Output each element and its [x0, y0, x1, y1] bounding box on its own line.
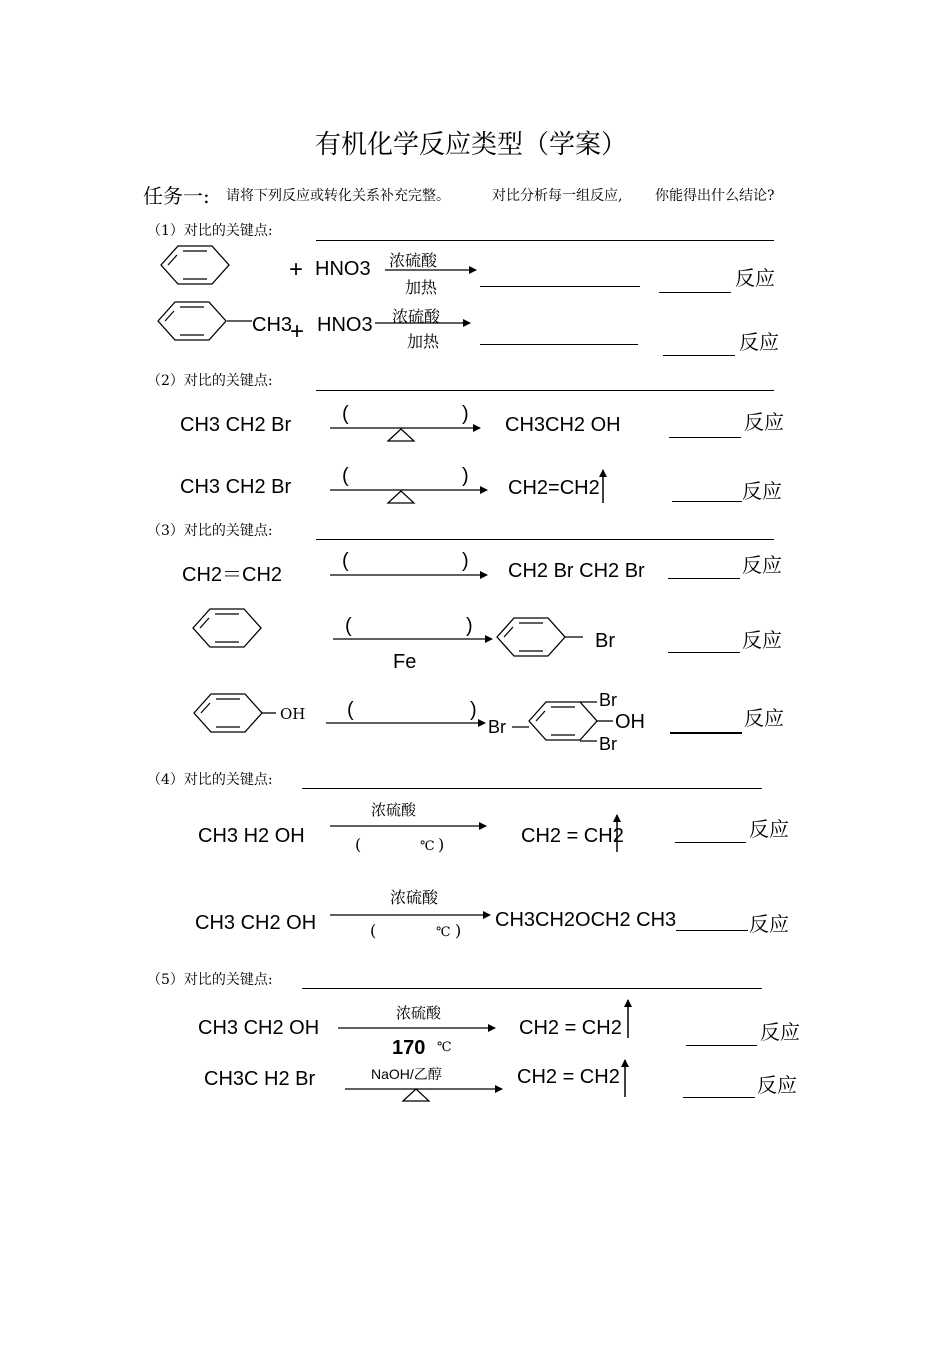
- type-blank-4a[interactable]: [675, 842, 746, 843]
- type-blank-2b[interactable]: [672, 501, 742, 502]
- reactant-ethanol-5a: CH3 CH2 OH: [198, 1017, 320, 1039]
- tribromophenol-br-top: Br: [599, 690, 617, 710]
- type-blank-2a[interactable]: [669, 437, 741, 438]
- paren-open-3b: (: [345, 615, 352, 637]
- hno3-1a: HNO3: [315, 258, 371, 280]
- paren-close-4a: ): [438, 835, 445, 854]
- product-blank-1a[interactable]: [480, 286, 640, 287]
- type-blank-4b[interactable]: [676, 930, 748, 931]
- celsius-4a: ℃: [420, 839, 435, 854]
- bromobenzene-ring: [497, 618, 565, 656]
- paren-open-2b: (: [342, 465, 349, 487]
- product-ether-4b: CH3CH2OCH2 CH3: [495, 909, 677, 931]
- reactant-bromoethane-2b: CH3 CH2 Br: [180, 476, 292, 498]
- celsius-4b: ℃: [436, 925, 451, 940]
- task-instruction: 请将下列反应或转化关系补充完整。: [226, 188, 450, 204]
- plus-sign-1b: +: [290, 318, 305, 345]
- reactant-bromoethane-5b: CH3C H2 Br: [204, 1068, 316, 1090]
- reaction-word-5b: 反应: [757, 1073, 797, 1097]
- condition-conc-sulfuric-1a: 浓硫酸: [389, 251, 438, 270]
- paren-close-2b: ): [462, 465, 469, 487]
- product-ethylene-5b: CH2 = CH2: [517, 1066, 620, 1088]
- paren-open-4b: (: [370, 921, 377, 940]
- reaction-word-2b: 反应: [742, 479, 782, 503]
- heat-triangle-2b: [388, 491, 414, 503]
- reaction-word-3c: 反应: [744, 706, 784, 730]
- condition-conc-sulfuric-5a: 浓硫酸: [396, 1004, 442, 1022]
- product-dibromoethane-3a: CH2 Br CH2 Br: [508, 560, 645, 582]
- condition-conc-sulfuric-4b: 浓硫酸: [390, 888, 439, 907]
- section-1-label: （1）对比的关键点:: [147, 223, 273, 239]
- reaction-word-4b: 反应: [749, 912, 789, 936]
- type-blank-1a[interactable]: [659, 292, 731, 293]
- tribromophenol-br-bottom: Br: [599, 734, 617, 754]
- section-2-label: （2）对比的关键点:: [147, 373, 273, 389]
- heat-triangle-5b: [403, 1089, 429, 1101]
- reactant-ethanol-4b: CH3 CH2 OH: [195, 912, 317, 934]
- bromine-substituent-3b: Br: [595, 630, 615, 652]
- toluene-ring: [158, 302, 226, 340]
- section-5-label: （5）对比的关键点:: [147, 972, 273, 988]
- paren-close-4b: ): [455, 921, 462, 940]
- reaction-word-3a: 反应: [742, 553, 782, 577]
- reaction-word-1a: 反应: [735, 266, 775, 290]
- section-3-label: （3）对比的关键点:: [147, 523, 273, 539]
- reaction-word-2a: 反应: [744, 410, 784, 434]
- product-ethylene-2b: CH2=CH2: [508, 477, 600, 499]
- task-compare: 对比分析每一组反应,: [492, 188, 623, 204]
- condition-naoh-ethanol-5b: NaOH/乙醇: [371, 1066, 442, 1082]
- type-blank-3b[interactable]: [668, 652, 740, 653]
- paren-close-3b: ): [466, 615, 473, 637]
- condition-conc-sulfuric-4a: 浓硫酸: [371, 801, 417, 819]
- product-ethylene-4a: CH2 = CH2: [521, 825, 624, 847]
- methyl-group: CH3: [252, 314, 293, 336]
- benzene-ring-1: [161, 246, 229, 284]
- paren-close-3c: ): [470, 699, 477, 721]
- tribromophenol-oh: OH: [615, 711, 645, 733]
- type-blank-1b[interactable]: [663, 355, 735, 356]
- condition-heating-1a: 加热: [405, 278, 438, 297]
- paren-close-2a: ): [462, 403, 469, 425]
- reaction-word-3b: 反应: [742, 628, 782, 652]
- product-ethanol-2a: CH3CH2 OH: [505, 414, 621, 436]
- paren-open-3a: (: [342, 550, 349, 572]
- heat-triangle-2a: [388, 429, 414, 441]
- temperature-170: 170: [392, 1037, 426, 1059]
- reactant-ethylene-3a: CH2＝CH2: [182, 564, 283, 586]
- hno3-1b: HNO3: [317, 314, 373, 336]
- task-label: 任务一:: [143, 184, 210, 208]
- phenol-ring: [194, 694, 262, 732]
- type-blank-5b[interactable]: [683, 1097, 755, 1098]
- reaction-word-1b: 反应: [739, 330, 779, 354]
- paren-close-3a: ): [462, 550, 469, 572]
- page-title: 有机化学反应类型（学案）: [315, 130, 628, 160]
- tribromophenol-br-left: Br: [488, 717, 506, 737]
- phenol-oh-group: OH: [280, 705, 306, 723]
- section-4-label: （4）对比的关键点:: [147, 772, 273, 788]
- reaction-word-4a: 反应: [749, 817, 789, 841]
- type-blank-3c[interactable]: [670, 732, 742, 734]
- celsius-5a: ℃: [437, 1040, 452, 1055]
- plus-sign-1a: +: [289, 256, 304, 283]
- paren-open-4a: (: [355, 835, 362, 854]
- paren-open-3c: (: [347, 699, 354, 721]
- product-blank-1b[interactable]: [480, 344, 638, 345]
- task-question: 你能得出什么结论?: [655, 188, 775, 204]
- type-blank-5a[interactable]: [686, 1045, 757, 1046]
- reaction-word-5a: 反应: [760, 1020, 800, 1044]
- paren-open-2a: (: [342, 403, 349, 425]
- condition-heating-1b: 加热: [407, 332, 440, 351]
- product-ethylene-5a: CH2 = CH2: [519, 1017, 622, 1039]
- tribromophenol-ring: [529, 702, 597, 740]
- type-blank-3a[interactable]: [668, 578, 740, 579]
- condition-conc-sulfuric-1b: 浓硫酸: [392, 307, 441, 326]
- benzene-ring-3b: [193, 609, 261, 647]
- catalyst-fe-3b: Fe: [393, 651, 417, 673]
- reactant-bromoethane-2a: CH3 CH2 Br: [180, 414, 292, 436]
- reactant-ethanol-4a: CH3 H2 OH: [198, 825, 305, 847]
